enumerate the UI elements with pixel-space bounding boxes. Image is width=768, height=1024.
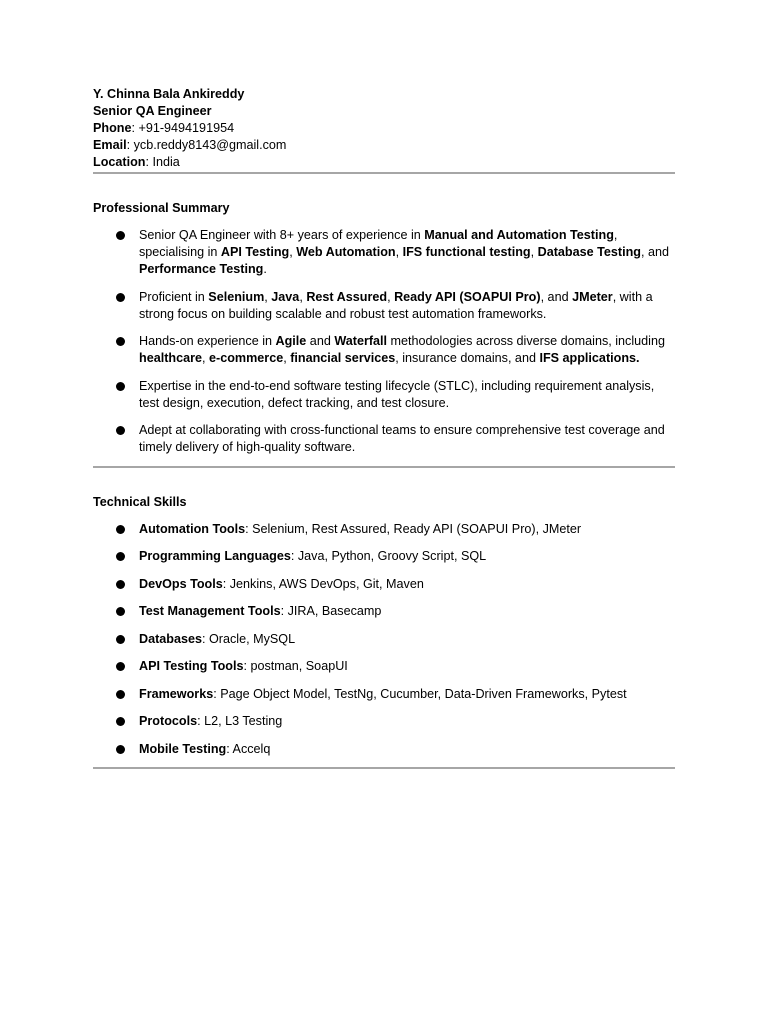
phone-value: +91-9494191954 (138, 121, 235, 135)
summary-text: methodologies across diverse domains, including (387, 334, 665, 348)
bullet-icon (116, 231, 125, 240)
summary-text: , (387, 289, 395, 304)
bullet-icon (116, 717, 125, 726)
skill-item: Databases: Oracle, MySQL (93, 631, 675, 648)
skill-value: JIRA, Basecamp (287, 604, 382, 618)
skill-value: postman, SoapUI (250, 659, 348, 673)
bullet-icon (116, 690, 125, 699)
summary-item (93, 422, 675, 456)
summary-text: . (263, 262, 267, 276)
summary-keyword: IFS applications. (539, 351, 640, 365)
candidate-name: Y. Chinna Bala Ankireddy (93, 87, 245, 101)
skill-label: DevOps Tools (139, 576, 223, 591)
summary-item (93, 227, 675, 278)
skill-label: Protocols (139, 714, 198, 728)
summary-keyword: Agile (275, 334, 307, 348)
divider-summary (93, 466, 675, 468)
email-line: Email: ycb.reddy8143@gmail.com (93, 138, 287, 152)
skill-label: API Testing Tools (139, 659, 244, 673)
phone-label: Phone (93, 121, 132, 135)
skill-value: Page Object Model, TestNg, Cucumber, Data-Driven Frameworks, Pytest (220, 686, 627, 701)
bullet-icon (116, 607, 125, 616)
summary-heading: Professional Summary (93, 201, 230, 215)
email-value[interactable]: ycb.reddy8143@gmail.com (133, 138, 287, 152)
location-value: India (152, 155, 180, 169)
summary-keyword: financial services (290, 351, 396, 365)
summary-item (93, 333, 675, 367)
summary-text: , (202, 351, 209, 365)
bullet-icon (116, 552, 125, 561)
summary-keyword: Java (271, 289, 300, 304)
summary-item (93, 378, 675, 412)
summary-text: Senior QA Engineer with 8+ years of experience in (139, 228, 425, 242)
skill-label: Programming Languages (139, 549, 291, 563)
skill-value: L2, L3 Testing (204, 714, 283, 728)
skill-item: Frameworks: Page Object Model, TestNg, Cucumber, Data-Driven Frameworks, Pytest (93, 686, 675, 703)
skill-value: Java, Python, Groovy Script, SQL (297, 549, 487, 563)
email-label: Email (93, 138, 127, 152)
bullet-icon (116, 662, 125, 671)
summary-text: Proficient in (139, 289, 209, 304)
divider-header (93, 172, 675, 174)
location-label: Location (93, 155, 146, 169)
skill-label: Databases (139, 631, 203, 646)
summary-text: , (264, 289, 272, 304)
skill-item: DevOps Tools: Jenkins, AWS DevOps, Git, Maven (93, 576, 675, 593)
contact-header (93, 86, 675, 171)
phone-line: Phone: +91-9494191954 (93, 121, 235, 135)
skill-item: API Testing Tools: postman, SoapUI (93, 658, 675, 675)
summary-text: , specialising in (139, 228, 618, 259)
summary-text: , insurance domains, and (395, 351, 540, 365)
skill-label: Frameworks (139, 686, 214, 701)
candidate-title: Senior QA Engineer (93, 104, 212, 118)
summary-keyword: Selenium (208, 289, 265, 304)
summary-keyword: Manual and Automation Testing (424, 228, 614, 242)
summary-text: , (530, 245, 538, 259)
skills-list (93, 521, 675, 758)
summary-keyword: IFS functional testing (402, 245, 531, 259)
summary-text: , and (641, 245, 670, 259)
summary-text: , (299, 289, 307, 304)
summary-keyword: Performance Testing (139, 262, 264, 276)
bullet-icon (116, 580, 125, 589)
skill-label: Test Management Tools (139, 604, 281, 618)
bullet-icon (116, 635, 125, 644)
skill-item: Mobile Testing: Accelq (93, 741, 675, 758)
summary-keyword: Rest Assured (306, 289, 388, 304)
skill-value: Oracle, MySQL (209, 631, 296, 646)
summary-keyword: Waterfall (334, 334, 388, 348)
summary-keyword: JMeter (572, 289, 613, 304)
summary-text: , (395, 245, 403, 259)
skill-value: Jenkins, AWS DevOps, Git, Maven (229, 576, 424, 591)
divider-skills (93, 767, 675, 769)
skills-heading: Technical Skills (93, 494, 187, 509)
bullet-icon (116, 525, 125, 534)
skill-value: Selenium, Rest Assured, Ready API (SOAPUI Pro), JMeter (252, 521, 582, 536)
summary-keyword: healthcare (139, 351, 202, 365)
bullet-icon (116, 745, 125, 754)
summary-text: , with a strong focus on building scalable and robust test automation frameworks. (139, 289, 653, 321)
skill-item: Automation Tools: Selenium, Rest Assured, Ready API (SOAPUI Pro), JMeter (93, 521, 675, 538)
summary-list (93, 227, 675, 456)
summary-keyword: Ready API (SOAPUI Pro) (394, 289, 541, 304)
summary-keyword: API Testing (220, 245, 290, 259)
bullet-icon (116, 426, 125, 435)
summary-text: , and (540, 289, 573, 304)
summary-text: , (289, 245, 297, 259)
summary-text: Expertise in the end-to-end software testing lifecycle (STLC), including requirement analysis, test design, execution, defect tracking, and test closure. (139, 378, 655, 410)
summary-item (93, 289, 675, 323)
summary-text: Hands-on experience in (139, 334, 276, 348)
resume-page (93, 86, 675, 769)
summary-text: and (306, 334, 335, 348)
skill-item: Protocols: L2, L3 Testing (93, 713, 675, 730)
skill-item: Programming Languages: Java, Python, Groovy Script, SQL (93, 548, 675, 565)
summary-keyword: Web Automation (296, 245, 396, 259)
summary-keyword: Database Testing (537, 245, 641, 259)
skill-item: Test Management Tools: JIRA, Basecamp (93, 603, 675, 620)
summary-text: Adept at collaborating with cross-functional teams to ensure comprehensive test coverage and timely delivery of high-quality software. (139, 423, 665, 454)
skill-label: Mobile Testing (139, 741, 227, 756)
summary-keyword: e-commerce (209, 351, 284, 365)
location-line: Location: India (93, 155, 180, 169)
bullet-icon (116, 382, 125, 391)
summary-text: , (283, 351, 291, 365)
bullet-icon (116, 337, 125, 346)
bullet-icon (116, 293, 125, 302)
skill-label: Automation Tools (139, 521, 246, 536)
skill-value: Accelq (232, 741, 271, 756)
